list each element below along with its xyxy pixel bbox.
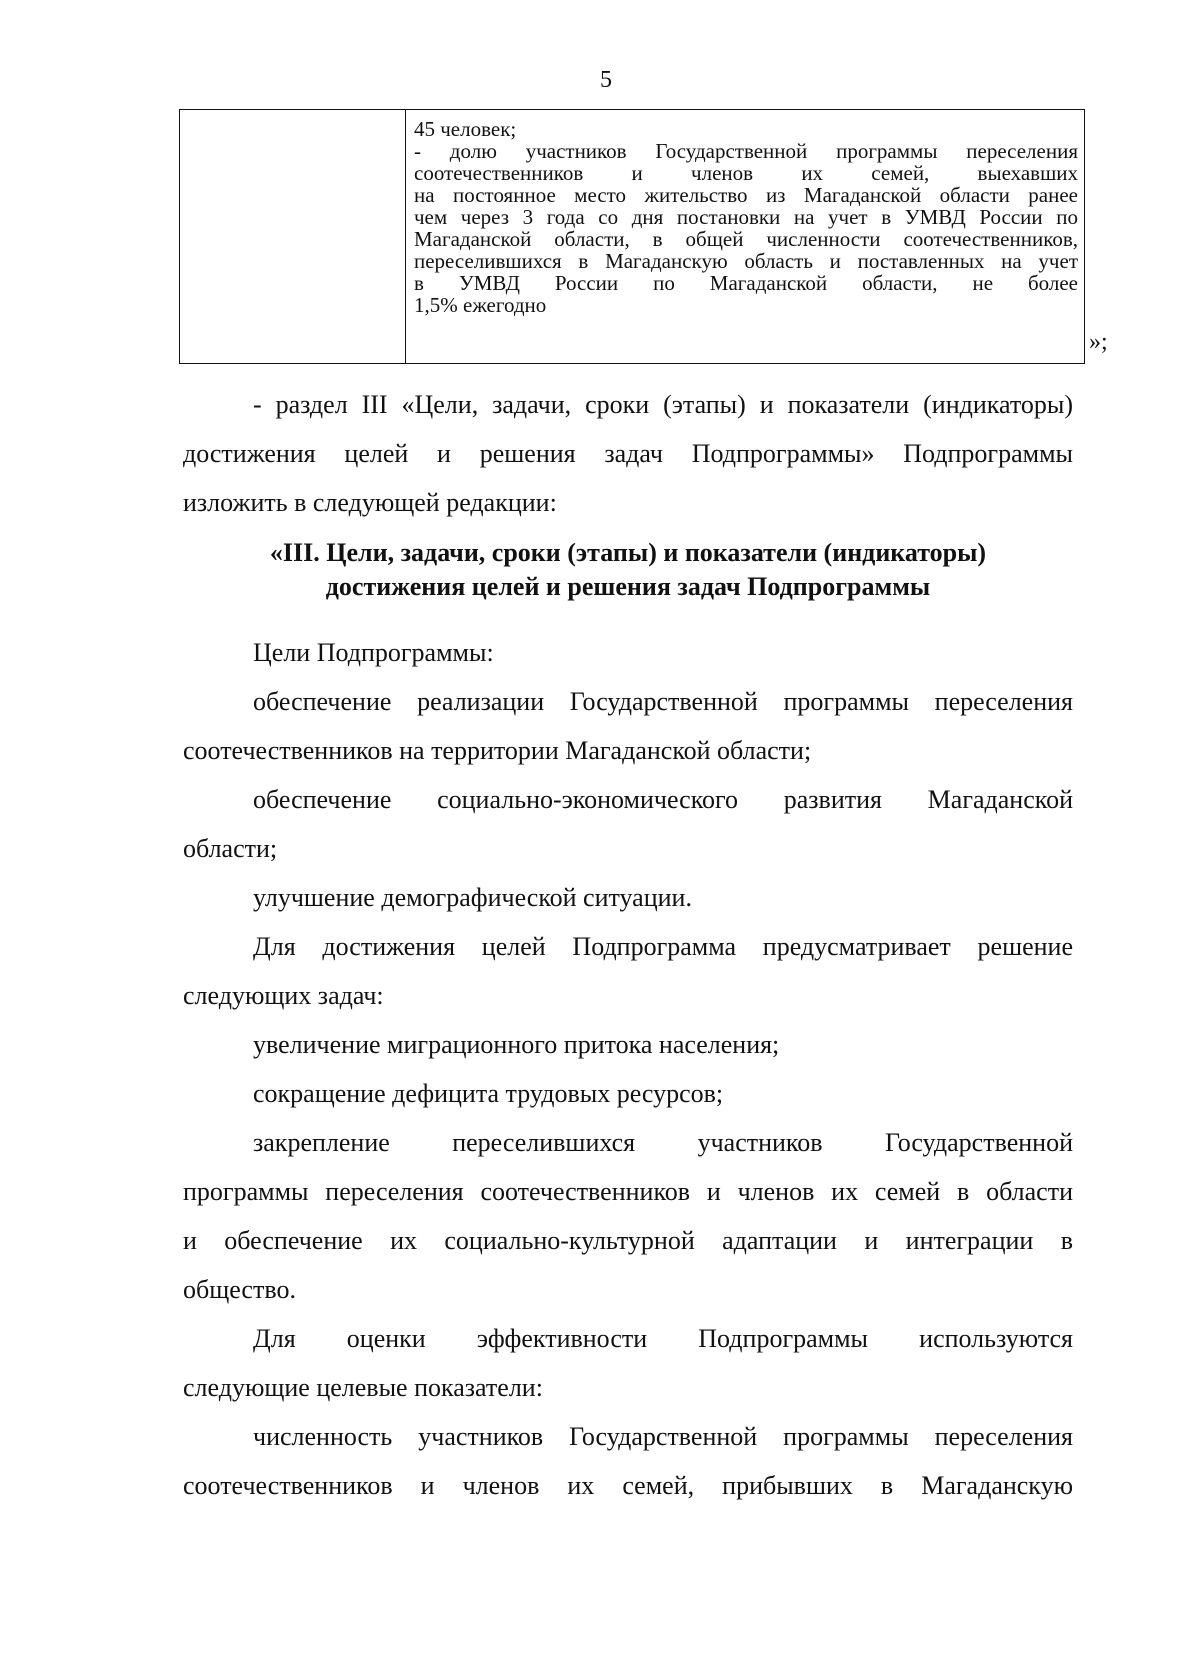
table-line: в УМВД России по Магаданской области, не более — [414, 271, 1078, 295]
table-line: 1,5% ежегодно — [414, 293, 547, 317]
table-right-cell — [406, 110, 1084, 363]
tasks-intro-line: Для достижения целей Подпрограмма предусматривает решение — [253, 932, 1073, 961]
heading-line: «III. Цели, задачи, сроки (этапы) и показатели (индикаторы) — [269, 538, 987, 567]
table-line: соотечественников и членов их семей, выехавших — [414, 161, 1078, 185]
goal-line: соотечественников на территории Магаданской области; — [183, 736, 812, 765]
indicator-line: соотечественников и членов их семей, прибывших в Магаданскую — [183, 1471, 1073, 1500]
goal-line: улучшение демографической ситуации. — [253, 883, 692, 912]
table-line: - долю участников Государственной программы переселения — [414, 139, 1078, 163]
continuation-table — [179, 109, 1085, 364]
table-line: Магаданской области, в общей численности соотечественников, — [414, 227, 1078, 251]
task-line: программы переселения соотечественников и членов их семей в области — [183, 1177, 1073, 1206]
section-heading — [183, 536, 1073, 604]
intro-line: достижения целей и решения задач Подпрограммы» Подпрограммы — [183, 439, 1073, 468]
tasks-intro-line: следующих задач: — [183, 981, 384, 1010]
closing-quote: »; — [1089, 329, 1108, 355]
heading-line: достижения целей и решения задач Подпрограммы — [325, 572, 931, 601]
table-line: 45 человек; — [414, 117, 517, 141]
table-line: чем через 3 года со дня постановки на учет в УМВД России по — [414, 205, 1078, 229]
indicator-line: численность участников Государственной программы переселения — [253, 1422, 1073, 1451]
table-line: переселившихся в Магаданскую область и поставленных на учет — [414, 249, 1078, 273]
task-line: увеличение миграционного притока населения; — [253, 1030, 780, 1059]
table-line: на постоянное место жительство из Магаданской области ранее — [414, 183, 1078, 207]
task-line: общество. — [183, 1275, 296, 1304]
goals-title: Цели Подпрограммы: — [253, 638, 494, 667]
indicators-intro-line: следующие целевые показатели: — [183, 1373, 543, 1402]
intro-paragraph — [183, 380, 1073, 527]
table-left-cell — [180, 110, 406, 363]
goal-line: обеспечение социально-экономического развития Магаданской — [253, 785, 1073, 814]
goal-line: обеспечение реализации Государственной программы переселения — [253, 687, 1073, 716]
page-number: 5 — [600, 67, 612, 93]
task-line: сокращение дефицита трудовых ресурсов; — [253, 1079, 724, 1108]
task-line: закрепление переселившихся участников Государственной — [253, 1128, 1073, 1157]
goal-line: области; — [183, 834, 278, 863]
intro-line: изложить в следующей редакции: — [183, 488, 557, 517]
main-body — [183, 628, 1073, 1510]
intro-line: - раздел III «Цели, задачи, сроки (этапы) и показатели (индикаторы) — [253, 390, 1073, 419]
indicators-intro-line: Для оценки эффективности Подпрограммы используются — [253, 1324, 1073, 1353]
task-line: и обеспечение их социально-культурной адаптации и интеграции в — [183, 1226, 1073, 1255]
